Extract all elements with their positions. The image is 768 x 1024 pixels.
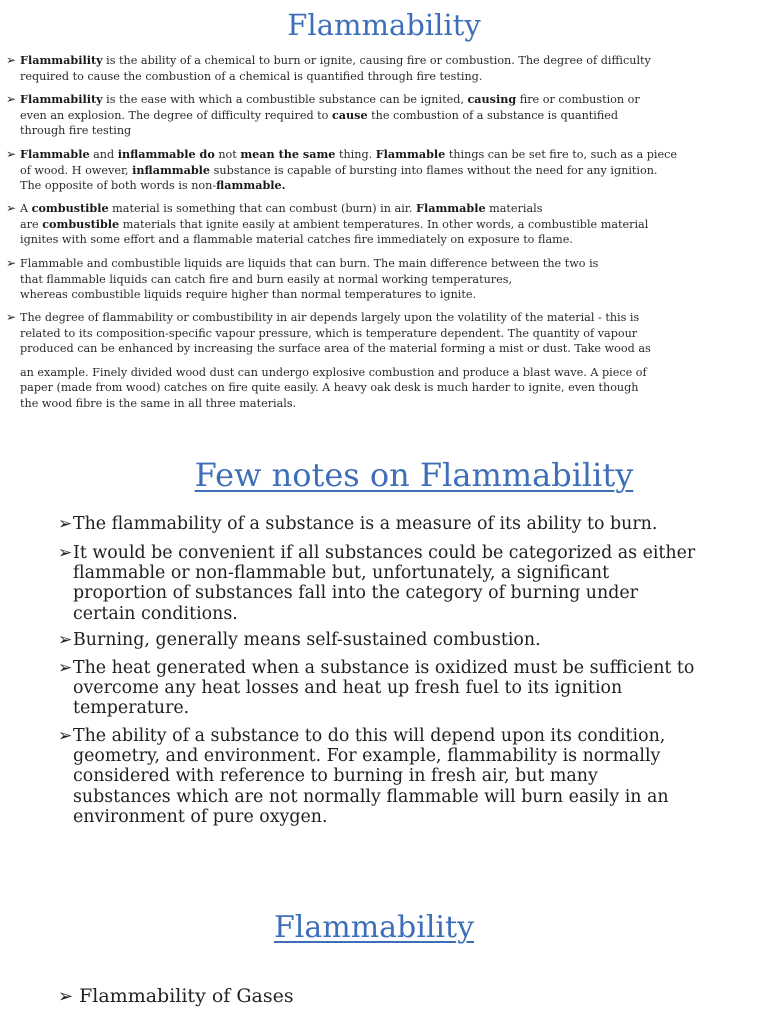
definition-text: [20, 92, 754, 139]
definition-text: [20, 147, 754, 194]
text-line: produced can be enhanced by increasing the surface area of the material forming a mist or dust. Take wood as: [20, 342, 651, 355]
arrow-bullet-icon: ➢: [58, 658, 73, 678]
text-line: The opposite of both words is non-flammable.: [20, 178, 286, 192]
bold-term: combustible: [42, 216, 120, 231]
bold-term: Flammable: [20, 147, 90, 161]
bold-term: mean the same: [240, 147, 336, 161]
section-heading-few-notes: Few notes on Flammability: [194, 456, 634, 494]
text-line: Burning, generally means self-sustained combustion.: [73, 630, 541, 650]
arrow-bullet-icon: ➢: [58, 543, 73, 563]
text-line: geometry, and environment. For example, flammability is normally: [73, 746, 661, 767]
text-line: Flammability is the ease with which a combustible substance can be ignited, causing fire or combustion or: [20, 92, 640, 106]
text-line: The degree of flammability or combustibility in air depends largely upon the volatility of the material - this is: [20, 311, 640, 324]
text-line: the wood fibre is the same in all three materials.: [20, 396, 297, 410]
text-line: flammable or non-flammable but, unfortunately, a significant: [73, 563, 610, 584]
text-line: even an explosion. The degree of difficulty required to cause the combustion of a substance is quantified: [20, 107, 619, 122]
note-text: [73, 630, 748, 650]
bold-term: cause: [331, 107, 368, 122]
bold-term: inflammable: [132, 162, 211, 177]
text-line: through fire testing: [20, 124, 132, 137]
text-line: certain conditions.: [73, 603, 238, 624]
note-item: [58, 658, 748, 719]
definition-item: [6, 92, 754, 139]
text-line: are combustible materials that ignite easily at ambient temperatures. In other words, a combustible material: [20, 216, 649, 231]
text-line: It would be convenient if all substances could be categorized as either: [73, 543, 696, 563]
definition-item: [6, 53, 754, 84]
text-line: that flammable liquids can catch fire and burn easily at normal working temperatures,: [20, 272, 513, 286]
note-item: [58, 514, 748, 534]
arrow-bullet-icon: ➢: [58, 514, 73, 534]
text-line: ignites with some effort and a flammable material catches fire immediately on exposure to flame.: [20, 233, 573, 246]
note-text: [73, 726, 748, 827]
text-line: The ability of a substance to do this will depend upon its condition,: [73, 726, 666, 746]
text-line: of wood. H owever, inflammable substance is capable of bursting into flames without the need for any ignition.: [20, 162, 658, 177]
bold-term: causing: [467, 92, 517, 106]
text-line: The flammability of a substance is a measure of its ability to burn.: [73, 514, 658, 534]
text-line: whereas combustible liquids require higher than normal temperatures to ignite.: [20, 288, 477, 301]
bold-term: flammable.: [216, 178, 286, 192]
text-line: proportion of substances fall into the category of burning under: [73, 583, 638, 604]
arrow-bullet-icon: ➢: [58, 630, 73, 650]
text-line: an example. Finely divided wood dust can undergo explosive combustion and produce a blast wave. A piece of: [20, 365, 647, 379]
definition-text: [20, 310, 754, 411]
note-item: [58, 726, 748, 827]
bold-term: Flammability: [20, 53, 103, 67]
text-line: related to its composition-specific vapour pressure, which is temperature dependent. The quantity of vapour: [20, 326, 638, 340]
bold-term: combustible: [31, 201, 109, 215]
text-line: considered with reference to burning in fresh air, but many: [73, 766, 598, 787]
text-line: A combustible material is something that can combust (burn) in air. Flammable materials: [20, 201, 543, 215]
text-line: Flammability is the ability of a chemical to burn or ignite, causing fire or combustion. The degree of difficulty: [20, 53, 651, 67]
text-line: Flammable and inflammable do not mean the same thing. Flammable things can be set fire to, such as a piece: [20, 147, 677, 161]
note-text: [73, 514, 748, 534]
arrow-bullet-icon: ➢: [58, 726, 73, 746]
definition-item: [6, 310, 754, 411]
bold-term: inflammable do: [117, 147, 215, 161]
note-text: [73, 658, 748, 719]
bold-term: Flammability: [20, 92, 103, 106]
section-heading-flammability: Flammability: [273, 910, 475, 945]
text-line: The heat generated when a substance is oxidized must be sufficient to: [73, 658, 695, 678]
text-line: paper (made from wood) catches on fire quite easily. A heavy oak desk is much harder to ignite, even though: [20, 381, 639, 394]
arrow-bullet-icon: ➢: [58, 986, 74, 1007]
arrow-bullet-icon: ➢: [6, 310, 17, 324]
text-line: temperature.: [73, 698, 190, 719]
arrow-bullet-icon: ➢: [6, 147, 17, 161]
arrow-bullet-icon: ➢: [6, 53, 17, 67]
text-line: overcome any heat losses and heat up fresh fuel to its ignition: [73, 678, 623, 699]
text-line: Flammable and combustible liquids are liquids that can burn. The main difference between the two is: [20, 257, 599, 270]
definition-item: [6, 147, 754, 194]
page-title: Flammability: [287, 8, 481, 42]
arrow-bullet-icon: ➢: [6, 256, 17, 270]
arrow-bullet-icon: ➢: [6, 92, 17, 106]
definition-text: [20, 53, 754, 84]
definition-item: [6, 201, 754, 248]
text-line: required to cause the combustion of a chemical is quantified through fire testing.: [20, 69, 483, 83]
bold-term: Flammable: [416, 201, 486, 215]
definition-item: [6, 256, 754, 303]
gases-bullet-item: [58, 985, 294, 1007]
bold-term: Flammable: [375, 147, 446, 161]
arrow-bullet-icon: ➢: [6, 201, 17, 215]
note-item: [58, 630, 748, 650]
gases-bullet-text: Flammability of Gases: [79, 985, 294, 1007]
text-line: environment of pure oxygen.: [73, 806, 328, 827]
note-text: [73, 543, 748, 624]
definition-text: [20, 256, 754, 303]
note-item: [58, 543, 748, 624]
definition-text: [20, 201, 754, 248]
text-line: substances which are not normally flammable will burn easily in an: [73, 786, 669, 807]
